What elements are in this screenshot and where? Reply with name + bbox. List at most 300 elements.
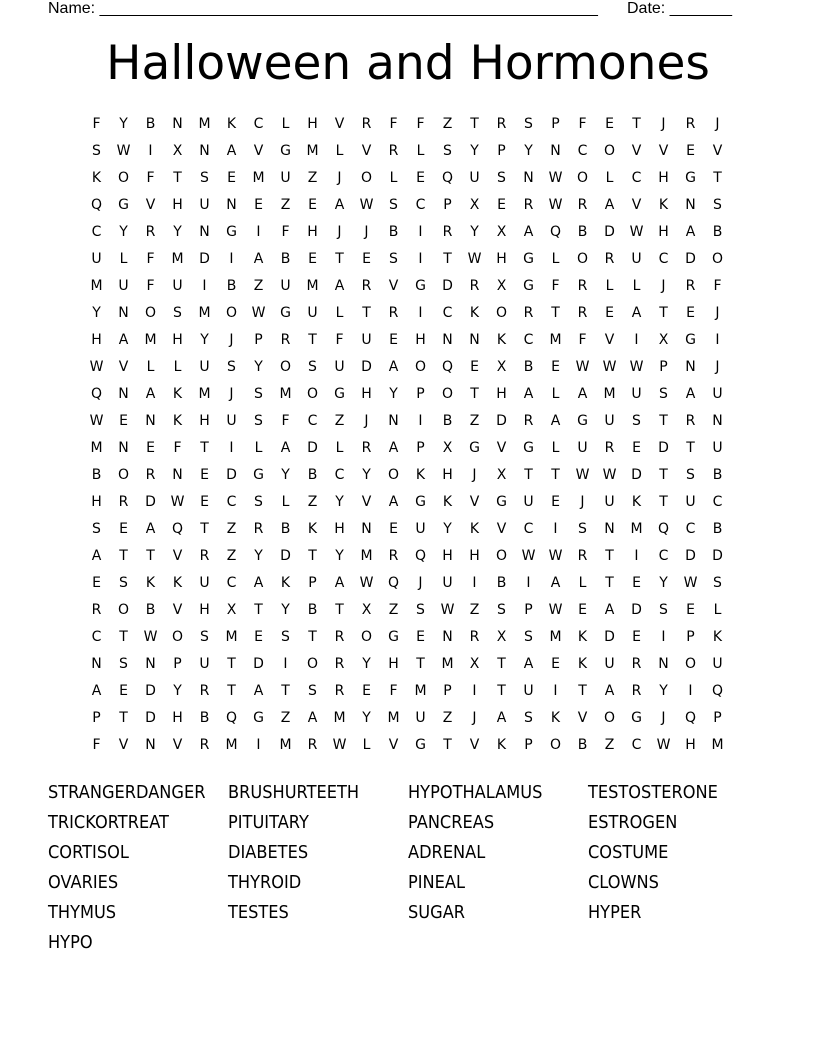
grid-cell[interactable]: H [199,602,210,618]
grid-cell[interactable]: V [334,116,345,132]
grid-cell[interactable]: I [472,575,477,591]
date-field[interactable]: Date: _______ [627,0,732,17]
grid-cell[interactable]: L [551,386,560,402]
grid-cell[interactable]: R [307,737,318,753]
grid-cell[interactable]: R [577,305,588,321]
grid-cell[interactable]: R [280,332,291,348]
grid-cell[interactable]: W [602,467,617,483]
grid-cell[interactable]: A [388,440,399,456]
grid-cell[interactable]: B [307,467,318,483]
grid-cell[interactable]: C [712,494,723,510]
grid-cell[interactable]: J [418,575,423,591]
grid-cell[interactable]: T [308,629,317,645]
grid-cell[interactable]: X [496,278,507,294]
grid-cell[interactable]: W [548,197,563,213]
grid-cell[interactable]: O [495,305,508,321]
grid-cell[interactable]: O [603,143,616,159]
grid-cell[interactable]: D [253,656,264,672]
grid-cell[interactable]: V [577,710,588,726]
grid-cell[interactable]: B [496,575,507,591]
grid-cell[interactable]: L [416,143,425,159]
grid-cell[interactable]: Y [659,575,668,591]
grid-cell[interactable]: L [551,440,560,456]
grid-cell[interactable]: H [496,386,507,402]
grid-cell[interactable]: Z [280,710,291,726]
grid-cell[interactable]: B [91,467,102,483]
grid-cell[interactable]: A [253,575,264,591]
grid-cell[interactable]: C [631,737,642,753]
grid-cell[interactable]: U [415,710,426,726]
grid-cell[interactable]: M [603,386,616,402]
grid-cell[interactable]: Q [225,710,238,726]
grid-cell[interactable]: R [523,197,534,213]
grid-cell[interactable]: Z [226,548,237,564]
grid-cell[interactable]: C [334,467,345,483]
grid-cell[interactable]: U [361,332,372,348]
grid-cell[interactable]: H [199,413,210,429]
grid-cell[interactable]: O [711,251,724,267]
grid-cell[interactable]: D [604,629,615,645]
grid-cell[interactable]: S [308,683,317,699]
grid-cell[interactable]: I [418,305,423,321]
grid-cell[interactable]: M [630,521,643,537]
grid-cell[interactable]: R [334,683,345,699]
grid-cell[interactable]: P [173,656,182,672]
grid-cell[interactable]: D [712,548,723,564]
grid-cell[interactable]: W [170,494,185,510]
grid-cell[interactable]: W [548,602,563,618]
grid-cell[interactable]: V [253,143,264,159]
grid-cell[interactable]: B [442,413,453,429]
grid-cell[interactable]: J [229,332,234,348]
grid-cell[interactable]: G [631,710,642,726]
grid-cell[interactable]: X [496,467,507,483]
grid-cell[interactable]: V [469,737,480,753]
grid-cell[interactable]: I [229,440,234,456]
grid-cell[interactable]: S [713,197,722,213]
grid-cell[interactable]: H [172,332,183,348]
grid-cell[interactable]: E [200,494,209,510]
grid-cell[interactable]: D [442,278,453,294]
grid-cell[interactable]: W [683,575,698,591]
grid-cell[interactable]: T [497,683,506,699]
grid-cell[interactable]: A [496,710,507,726]
grid-cell[interactable]: W [629,359,644,375]
grid-cell[interactable]: M [198,116,211,132]
grid-cell[interactable]: B [712,467,723,483]
grid-cell[interactable]: K [550,710,561,726]
grid-cell[interactable]: K [577,656,588,672]
grid-cell[interactable]: O [441,386,454,402]
grid-cell[interactable]: O [225,305,238,321]
name-field[interactable]: Name: ________________________________________________________ [48,0,598,17]
grid-cell[interactable]: Y [173,683,182,699]
grid-cell[interactable]: W [521,548,536,564]
grid-cell[interactable]: A [388,494,399,510]
grid-cell[interactable]: L [146,359,155,375]
grid-cell[interactable]: X [496,224,507,240]
grid-cell[interactable]: T [443,251,452,267]
grid-cell[interactable]: E [254,629,263,645]
grid-cell[interactable]: H [91,494,102,510]
grid-cell[interactable]: R [604,251,615,267]
grid-cell[interactable]: V [172,602,183,618]
grid-cell[interactable]: E [119,413,128,429]
grid-cell[interactable]: K [577,629,588,645]
grid-cell[interactable]: E [227,170,236,186]
grid-cell[interactable]: V [172,737,183,753]
grid-cell[interactable]: T [281,683,290,699]
grid-cell[interactable]: T [578,683,587,699]
grid-cell[interactable]: I [256,224,261,240]
grid-cell[interactable]: U [199,197,210,213]
grid-cell[interactable]: J [715,359,720,375]
grid-cell[interactable]: R [334,629,345,645]
grid-cell[interactable]: K [415,467,426,483]
grid-cell[interactable]: Y [200,332,209,348]
grid-cell[interactable]: A [550,575,561,591]
grid-cell[interactable]: D [145,683,156,699]
grid-cell[interactable]: J [364,413,369,429]
grid-cell[interactable]: V [361,143,372,159]
grid-cell[interactable]: O [387,467,400,483]
grid-cell[interactable]: Z [307,170,318,186]
grid-cell[interactable]: G [577,413,588,429]
grid-cell[interactable]: E [119,521,128,537]
grid-cell[interactable]: R [685,278,696,294]
grid-cell[interactable]: E [686,305,695,321]
grid-cell[interactable]: Z [469,602,480,618]
grid-cell[interactable]: R [631,656,642,672]
grid-cell[interactable]: A [388,359,399,375]
grid-cell[interactable]: Z [442,116,453,132]
grid-cell[interactable]: C [523,332,534,348]
grid-cell[interactable]: W [548,170,563,186]
grid-cell[interactable]: T [524,467,533,483]
grid-cell[interactable]: T [605,548,614,564]
grid-cell[interactable]: T [659,467,668,483]
grid-cell[interactable]: R [199,683,210,699]
grid-cell[interactable]: N [226,197,237,213]
grid-cell[interactable]: F [335,332,344,348]
grid-cell[interactable]: S [254,386,263,402]
grid-cell[interactable]: G [118,197,129,213]
grid-cell[interactable]: T [119,629,128,645]
grid-cell[interactable]: Q [171,521,184,537]
grid-cell[interactable]: U [226,413,237,429]
grid-cell[interactable]: U [199,359,210,375]
grid-cell[interactable]: U [415,521,426,537]
grid-cell[interactable]: T [551,305,560,321]
grid-cell[interactable]: D [199,251,210,267]
grid-cell[interactable]: P [416,386,425,402]
grid-cell[interactable]: S [227,359,236,375]
grid-cell[interactable]: D [280,548,291,564]
grid-cell[interactable]: T [659,413,668,429]
grid-cell[interactable]: I [202,278,207,294]
grid-cell[interactable]: A [334,197,345,213]
grid-cell[interactable]: O [117,170,130,186]
grid-cell[interactable]: O [171,629,184,645]
grid-cell[interactable]: O [549,737,562,753]
grid-cell[interactable]: D [604,224,615,240]
grid-cell[interactable]: V [469,494,480,510]
grid-cell[interactable]: S [119,656,128,672]
grid-cell[interactable]: N [361,521,372,537]
grid-cell[interactable]: W [575,359,590,375]
grid-cell[interactable]: N [199,143,210,159]
grid-cell[interactable]: N [145,656,156,672]
grid-cell[interactable]: W [575,467,590,483]
grid-cell[interactable]: M [225,629,238,645]
grid-cell[interactable]: H [172,710,183,726]
grid-cell[interactable]: B [712,224,723,240]
grid-cell[interactable]: Y [335,494,344,510]
grid-cell[interactable]: R [388,548,399,564]
grid-cell[interactable]: J [661,710,666,726]
grid-cell[interactable]: F [578,116,587,132]
grid-cell[interactable]: C [226,494,237,510]
grid-cell[interactable]: D [685,251,696,267]
grid-cell[interactable]: L [173,359,182,375]
grid-cell[interactable]: X [226,602,237,618]
grid-cell[interactable]: G [523,251,534,267]
grid-cell[interactable]: U [523,494,534,510]
grid-cell[interactable]: R [685,116,696,132]
grid-cell[interactable]: U [280,278,291,294]
grid-cell[interactable]: D [658,440,669,456]
grid-cell[interactable]: U [442,575,453,591]
grid-cell[interactable]: G [415,494,426,510]
grid-cell[interactable]: V [496,521,507,537]
grid-cell[interactable]: H [307,116,318,132]
grid-cell[interactable]: J [472,710,477,726]
grid-cell[interactable]: E [686,602,695,618]
grid-cell[interactable]: X [442,440,453,456]
grid-cell[interactable]: N [523,170,534,186]
grid-cell[interactable]: J [472,467,477,483]
grid-cell[interactable]: C [658,251,669,267]
grid-cell[interactable]: U [307,305,318,321]
grid-cell[interactable]: O [414,359,427,375]
grid-cell[interactable]: Y [362,710,371,726]
grid-cell[interactable]: S [119,575,128,591]
grid-cell[interactable]: Y [119,116,128,132]
grid-cell[interactable]: Z [469,413,480,429]
grid-cell[interactable]: L [335,143,344,159]
grid-cell[interactable]: B [145,602,156,618]
grid-cell[interactable]: H [496,251,507,267]
grid-cell[interactable]: N [712,413,723,429]
grid-cell[interactable]: S [254,494,263,510]
grid-cell[interactable]: R [469,629,480,645]
grid-cell[interactable]: V [496,440,507,456]
grid-cell[interactable]: D [145,494,156,510]
grid-cell[interactable]: T [119,548,128,564]
grid-cell[interactable]: E [92,575,101,591]
grid-cell[interactable]: W [116,143,131,159]
grid-cell[interactable]: R [91,602,102,618]
grid-cell[interactable]: M [144,332,157,348]
grid-cell[interactable]: R [253,521,264,537]
grid-cell[interactable]: S [254,413,263,429]
grid-cell[interactable]: T [254,602,263,618]
grid-cell[interactable]: P [713,710,722,726]
grid-cell[interactable]: S [200,170,209,186]
grid-cell[interactable]: N [118,305,129,321]
grid-cell[interactable]: M [549,629,562,645]
grid-cell[interactable]: N [91,656,102,672]
grid-cell[interactable]: Q [90,197,103,213]
grid-cell[interactable]: C [577,143,588,159]
grid-cell[interactable]: I [418,224,423,240]
grid-cell[interactable]: E [686,143,695,159]
grid-cell[interactable]: V [388,278,399,294]
grid-cell[interactable]: X [658,332,669,348]
grid-cell[interactable]: R [631,683,642,699]
grid-cell[interactable]: T [308,332,317,348]
grid-cell[interactable]: Q [90,386,103,402]
grid-cell[interactable]: K [712,629,723,645]
grid-cell[interactable]: I [688,683,693,699]
grid-cell[interactable]: F [146,278,155,294]
grid-cell[interactable]: T [200,521,209,537]
grid-cell[interactable]: F [416,116,425,132]
grid-cell[interactable]: O [279,359,292,375]
grid-cell[interactable]: S [416,602,425,618]
grid-cell[interactable]: F [389,116,398,132]
grid-cell[interactable]: T [497,656,506,672]
grid-cell[interactable]: T [713,170,722,186]
grid-cell[interactable]: K [469,521,480,537]
grid-cell[interactable]: Q [387,575,400,591]
grid-cell[interactable]: Y [362,656,371,672]
grid-cell[interactable]: B [280,521,291,537]
grid-cell[interactable]: X [496,629,507,645]
grid-cell[interactable]: M [711,737,724,753]
grid-cell[interactable]: A [145,521,156,537]
grid-cell[interactable]: W [440,602,455,618]
grid-cell[interactable]: H [388,656,399,672]
grid-cell[interactable]: Y [254,548,263,564]
grid-cell[interactable]: U [631,386,642,402]
grid-cell[interactable]: E [119,683,128,699]
grid-cell[interactable]: F [578,332,587,348]
grid-cell[interactable]: H [442,548,453,564]
grid-cell[interactable]: I [283,656,288,672]
grid-cell[interactable]: C [91,224,102,240]
grid-cell[interactable]: A [523,656,534,672]
grid-cell[interactable]: U [280,170,291,186]
grid-cell[interactable]: Q [711,683,724,699]
grid-cell[interactable]: V [361,494,372,510]
grid-cell[interactable]: D [685,548,696,564]
grid-cell[interactable]: V [172,548,183,564]
grid-cell[interactable]: M [171,251,184,267]
grid-cell[interactable]: E [416,170,425,186]
letter-grid[interactable] [83,111,731,759]
grid-cell[interactable]: C [415,197,426,213]
grid-cell[interactable]: E [605,305,614,321]
grid-cell[interactable]: N [388,413,399,429]
grid-cell[interactable]: Q [549,224,562,240]
grid-cell[interactable]: A [604,683,615,699]
grid-cell[interactable]: R [361,440,372,456]
grid-cell[interactable]: K [172,413,183,429]
grid-cell[interactable]: U [712,386,723,402]
grid-cell[interactable]: D [496,413,507,429]
grid-cell[interactable]: L [335,440,344,456]
grid-cell[interactable]: E [389,521,398,537]
grid-cell[interactable]: P [686,629,695,645]
grid-cell[interactable]: S [281,629,290,645]
grid-cell[interactable]: B [712,521,723,537]
grid-cell[interactable]: A [523,224,534,240]
grid-cell[interactable]: P [443,683,452,699]
grid-cell[interactable]: R [469,278,480,294]
grid-cell[interactable]: D [226,467,237,483]
grid-cell[interactable]: Z [253,278,264,294]
grid-cell[interactable]: E [551,656,560,672]
grid-cell[interactable]: O [576,251,589,267]
grid-cell[interactable]: R [496,116,507,132]
grid-cell[interactable]: D [145,710,156,726]
grid-cell[interactable]: Z [604,737,615,753]
grid-cell[interactable]: U [577,440,588,456]
grid-cell[interactable]: K [469,305,480,321]
grid-cell[interactable]: V [712,143,723,159]
grid-cell[interactable]: C [226,575,237,591]
grid-cell[interactable]: T [335,251,344,267]
grid-cell[interactable]: E [632,440,641,456]
grid-cell[interactable]: G [280,305,291,321]
grid-cell[interactable]: O [306,656,319,672]
grid-cell[interactable]: J [337,224,342,240]
grid-cell[interactable]: A [145,386,156,402]
grid-cell[interactable]: F [92,116,101,132]
grid-cell[interactable]: N [685,197,696,213]
grid-cell[interactable]: R [523,305,534,321]
grid-cell[interactable]: T [119,710,128,726]
grid-cell[interactable]: W [89,359,104,375]
grid-cell[interactable]: B [145,116,156,132]
grid-cell[interactable]: Y [119,224,128,240]
grid-cell[interactable]: M [279,386,292,402]
grid-cell[interactable]: C [631,170,642,186]
grid-cell[interactable]: A [631,305,642,321]
grid-cell[interactable]: O [576,170,589,186]
grid-cell[interactable]: O [360,170,373,186]
grid-cell[interactable]: A [280,440,291,456]
grid-cell[interactable]: J [580,494,585,510]
grid-cell[interactable]: T [605,575,614,591]
grid-cell[interactable]: K [172,386,183,402]
grid-cell[interactable]: A [685,224,696,240]
grid-cell[interactable]: N [550,143,561,159]
grid-cell[interactable]: L [605,278,614,294]
grid-cell[interactable]: E [632,629,641,645]
grid-cell[interactable]: N [118,386,129,402]
grid-cell[interactable]: O [603,710,616,726]
grid-cell[interactable]: S [443,143,452,159]
grid-cell[interactable]: L [281,116,290,132]
grid-cell[interactable]: E [578,602,587,618]
grid-cell[interactable]: Z [442,710,453,726]
grid-cell[interactable]: A [523,386,534,402]
grid-cell[interactable]: N [685,359,696,375]
grid-cell[interactable]: J [229,386,234,402]
grid-cell[interactable]: E [551,359,560,375]
